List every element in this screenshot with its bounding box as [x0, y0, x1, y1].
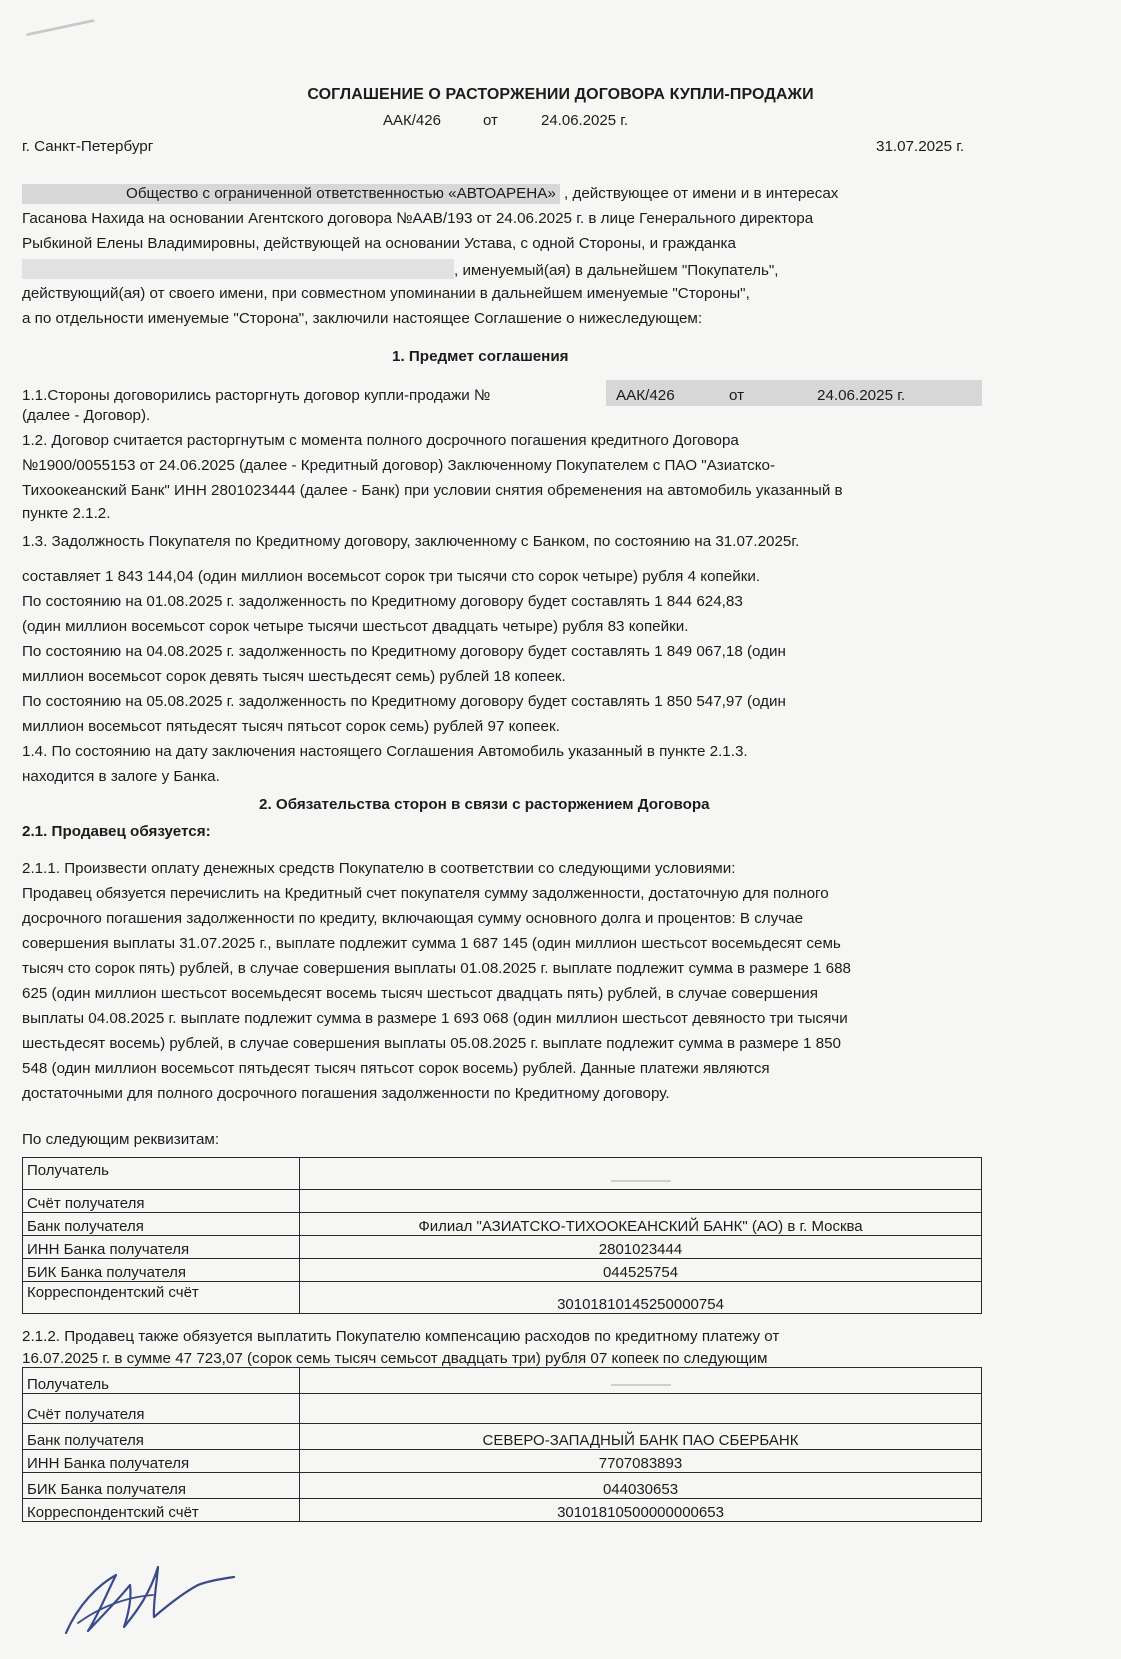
table-value-cell: 30101810145250000754	[300, 1282, 982, 1314]
contract-number: ААК/426	[383, 112, 441, 129]
p13-line-5: По состоянию на 04.08.2025 г. задолженность по Кредитному договору будет составлять 1 849 067,18 (один	[22, 643, 786, 660]
table-row	[23, 1158, 982, 1190]
scan-artifact	[26, 19, 96, 42]
p11-contract-no: ААК/426	[616, 387, 675, 404]
p12-line-4: пункте 2.1.2.	[22, 505, 111, 522]
section-1-heading: 1. Предмет соглашения	[392, 348, 569, 365]
table-value-cell: 044525754	[300, 1259, 982, 1282]
p211-line-2: Продавец обязуется перечислить на Кредитный счет покупателя сумму задолженности, достаточную для полного	[22, 885, 829, 902]
document-date: 31.07.2025 г.	[876, 138, 965, 155]
table-value-cell: 044030653	[300, 1473, 982, 1499]
p13-line-7: По состоянию на 05.08.2025 г. задолженность по Кредитному договору будет составлять 1 850 547,97 (один	[22, 693, 786, 710]
table-value-cell	[300, 1394, 982, 1424]
p212-line-2: 16.07.2025 г. в сумме 47 723,07 (сорок семь тысяч семьсот двадцать три) рубля 07 копеек по следующим	[22, 1350, 768, 1367]
table-label-cell: Получатель	[23, 1368, 300, 1394]
table-row	[23, 1473, 982, 1499]
table-row	[23, 1499, 982, 1522]
p14-line-2: находится в залоге у Банка.	[22, 768, 220, 785]
p211-line-9: 548 (один миллион восемьсот пятьдесят тысяч пятьсот сорок восемь) рублей. Данные платежи являются	[22, 1060, 770, 1077]
intro-line-1-rest: , действующее от имени и в интересах	[559, 185, 839, 202]
section-21-heading: 2.1. Продавец обязуется:	[22, 823, 211, 840]
p211-line-8: шестьдесят восемь) рублей, в случае совершения выплаты 05.08.2025 г. выплате подлежит сумма в размере 1 850	[22, 1035, 841, 1052]
redaction-mark	[611, 1180, 671, 1182]
requisites-table-1	[22, 1157, 982, 1314]
intro-line-1	[22, 184, 838, 204]
p13-line-8: миллион восемьсот пятьдесят тысяч пятьсот сорок семь) рублей 97 копеек.	[22, 718, 560, 735]
table-row	[23, 1450, 982, 1473]
redaction-mark	[611, 1384, 671, 1386]
company-name: Общество с ограниченной ответственностью «АВТОАРЕНА»	[22, 184, 560, 204]
requisites-table-2	[22, 1367, 982, 1522]
p11-text: 1.1.Стороны договорились расторгнуть договор купли-продажи №	[22, 387, 491, 404]
table-label-cell: ИНН Банка получателя	[23, 1236, 300, 1259]
redacted-buyer-name	[22, 259, 454, 279]
table-label-cell: ИНН Банка получателя	[23, 1450, 300, 1473]
table-value-cell	[300, 1190, 982, 1213]
requisites-label: По следующим реквизитам:	[22, 1131, 220, 1148]
contract-from: от	[483, 112, 498, 129]
contract-date: 24.06.2025 г.	[541, 112, 629, 129]
p13-line-2: составляет 1 843 144,04 (один миллион восемьсот сорок три тысячи сто сорок четыре) рубля 4 копейки.	[22, 568, 761, 585]
table-value-cell: СЕВЕРО-ЗАПАДНЫЙ БАНК ПАО СБЕРБАНК	[300, 1424, 982, 1450]
document-title: СОГЛАШЕНИЕ О РАСТОРЖЕНИИ ДОГОВОРА КУПЛИ-ПРОДАЖИ	[307, 86, 814, 103]
p13-line-1: 1.3. Задолжность Покупателя по Кредитному договору, заключенному с Банком, по состоянию на 31.07.2025г.	[22, 533, 800, 550]
p12-line-1: 1.2. Договор считается расторгнутым с момента полного досрочного погашения кредитного Договора	[22, 432, 739, 449]
table-row	[23, 1368, 982, 1394]
intro-line-5: действующий(ая) от своего имени, при совместном упоминании в дальнейшем именуемые "Стороны",	[22, 285, 750, 302]
p211-line-1: 2.1.1. Произвести оплату денежных средств Покупателю в соответствии со следующими условиями:	[22, 860, 736, 877]
signature	[58, 1545, 248, 1640]
intro-line-2: Гасанова Нахида на основании Агентского договора №ААВ/193 от 24.06.2025 г. в лице Генерального директора	[22, 210, 814, 227]
table-row	[23, 1259, 982, 1282]
table-label-cell: Банк получателя	[23, 1424, 300, 1450]
p211-line-7: выплаты 04.08.2025 г. выплате подлежит сумма в размере 1 693 068 (один миллион шестьсот девяносто три тысячи	[22, 1010, 848, 1027]
p11-line-1	[22, 386, 490, 406]
table-value-cell-redacted	[300, 1158, 982, 1190]
p13-line-4: (один миллион восемьсот сорок четыре тысячи шестьсот двадцать четыре) рубля 83 копейки.	[22, 618, 689, 635]
table-label-cell: Корреспондентский счёт	[23, 1499, 300, 1522]
table-label-cell: Корреспондентский счёт	[23, 1282, 300, 1314]
table-row	[23, 1394, 982, 1424]
table-label-cell: Счёт получателя	[23, 1394, 300, 1424]
p13-line-3: По состоянию на 01.08.2025 г. задолженность по Кредитному договору будет составлять 1 844 624,83	[22, 593, 743, 610]
p212-line-1: 2.1.2. Продавец также обязуется выплатить Покупателю компенсацию расходов по кредитному платежу от	[22, 1328, 780, 1345]
table-label-cell: Банк получателя	[23, 1213, 300, 1236]
table-label-cell: БИК Банка получателя	[23, 1259, 300, 1282]
intro-line-6: а по отдельности именуемые "Сторона", заключили настоящее Соглашение о нижеследующем:	[22, 310, 703, 327]
p211-line-4: совершения выплаты 31.07.2025 г., выплате подлежит сумма 1 687 145 (один миллион шестьсот восемьдесят семь	[22, 935, 841, 952]
table-label-cell: БИК Банка получателя	[23, 1473, 300, 1499]
p211-line-6: 625 (один миллион шестьсот восемьдесят восемь тысяч шестьсот двадцать пять) рублей, в случае совершения	[22, 985, 818, 1002]
table-label-cell: Получатель	[23, 1158, 300, 1190]
p211-line-3: досрочного погашения задолженности по кредиту, включающая сумму основного долга и процентов: В случае	[22, 910, 804, 927]
table-row	[23, 1190, 982, 1213]
city: г. Санкт-Петербург	[22, 138, 154, 155]
p14-line-1: 1.4. По состоянию на дату заключения настоящего Соглашения Автомобиль указанный в пункте 2.1.3.	[22, 743, 748, 760]
table-label-cell: Счёт получателя	[23, 1190, 300, 1213]
table-value-cell-redacted	[300, 1368, 982, 1394]
table-row	[23, 1213, 982, 1236]
p11-contract-date: 24.06.2025 г.	[817, 387, 906, 404]
table-row	[23, 1282, 982, 1314]
table-row	[23, 1424, 982, 1450]
intro-line-3: Рыбкиной Елены Владимировны, действующей на основании Устава, с одной Стороны, и гражданка	[22, 235, 736, 252]
table-value-cell: 30101810500000000653	[300, 1499, 982, 1522]
p211-line-10: достаточными для полного досрочного погашения задолженности по Кредитному договору.	[22, 1085, 670, 1102]
table-row	[23, 1236, 982, 1259]
intro-line-4-rest: , именуемый(ая) в дальнейшем "Покупатель",	[454, 262, 779, 279]
table-value-cell: Филиал "АЗИАТСКО-ТИХООКЕАНСКИЙ БАНК" (АО) в г. Москва	[300, 1213, 982, 1236]
p11-from: от	[729, 387, 745, 404]
intro-line-4	[22, 259, 779, 281]
p12-line-3: Тихоокеанский Банк" ИНН 2801023444 (далее - Банк) при условии снятия обременения на автомобиль указанный в	[22, 482, 843, 499]
p13-line-6: миллион восемьсот сорок девять тысяч шестьдесят семь) рублей 18 копеек.	[22, 668, 566, 685]
table-value-cell: 2801023444	[300, 1236, 982, 1259]
p12-line-2: №1900/0055153 от 24.06.2025 (далее - Кредитный договор) Заключенному Покупателем с ПАО "Азиатско-	[22, 457, 776, 474]
p11-line-2: (далее - Договор).	[22, 407, 151, 424]
p211-line-5: тысяч сто сорок пять) рублей, в случае совершения выплаты 01.08.2025 г. выплате подлежит сумма в размере 1 688	[22, 960, 851, 977]
table-value-cell: 7707083893	[300, 1450, 982, 1473]
section-2-heading: 2. Обязательства сторон в связи с расторжением Договора	[259, 796, 710, 813]
